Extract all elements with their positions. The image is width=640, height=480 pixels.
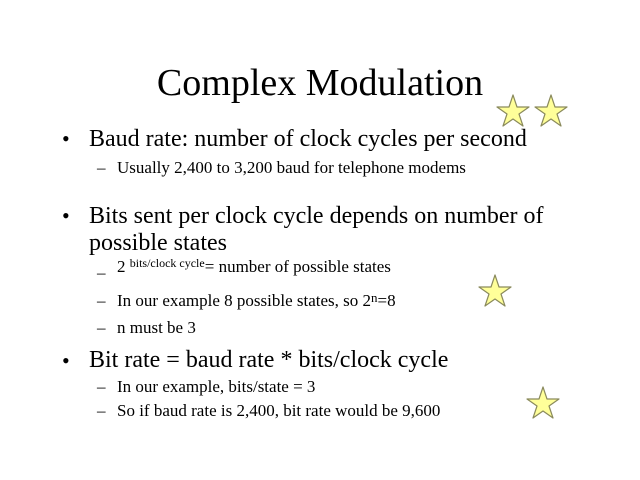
sub-bullet-dash: –: [97, 158, 106, 177]
sub-bullet-if-baud-rate: So if baud rate is 2,400, bit rate would be 9,600: [117, 401, 441, 420]
bullet-marker: •: [62, 126, 70, 151]
formula-rest: = number of possible states: [204, 257, 391, 276]
sub-bullet-dash: –: [97, 318, 106, 337]
bullet-marker: •: [62, 348, 70, 373]
example-text: In our example 8 possible states, so 2: [117, 291, 372, 310]
formula-base: 2: [117, 257, 126, 276]
example-result: =8: [377, 291, 396, 310]
sub-bullet-dash: –: [97, 401, 106, 420]
sub-bullet-dash: –: [97, 291, 106, 310]
bullet-bits-sent-line2: possible states: [89, 230, 227, 256]
slide-title: Complex Modulation: [156, 62, 484, 104]
bullet-baud-rate: Baud rate: number of clock cycles per second: [89, 126, 527, 152]
sub-bullet-our-example: [117, 290, 396, 312]
bullet-bit-rate: Bit rate = baud rate * bits/clock cycle: [89, 347, 449, 373]
star-icon: [526, 386, 560, 420]
sub-bullet-n-must-be: n must be 3: [117, 318, 196, 337]
star-icon: [534, 94, 568, 128]
formula-exponent: bits/clock cycle: [129, 256, 205, 270]
sub-bullet-two-power: [117, 256, 391, 278]
example-exponent: n: [371, 290, 378, 305]
bullet-bits-sent-line1: Bits sent per clock cycle depends on number of: [89, 203, 544, 229]
sub-bullet-dash: –: [97, 263, 106, 282]
sub-bullet-bits-per-state: In our example, bits/state = 3: [117, 377, 316, 396]
star-icon: [496, 94, 530, 128]
sub-bullet-usually-baud: Usually 2,400 to 3,200 baud for telephone modems: [117, 158, 466, 177]
star-icon: [478, 274, 512, 308]
bullet-marker: •: [62, 203, 70, 228]
sub-bullet-dash: –: [97, 377, 106, 396]
